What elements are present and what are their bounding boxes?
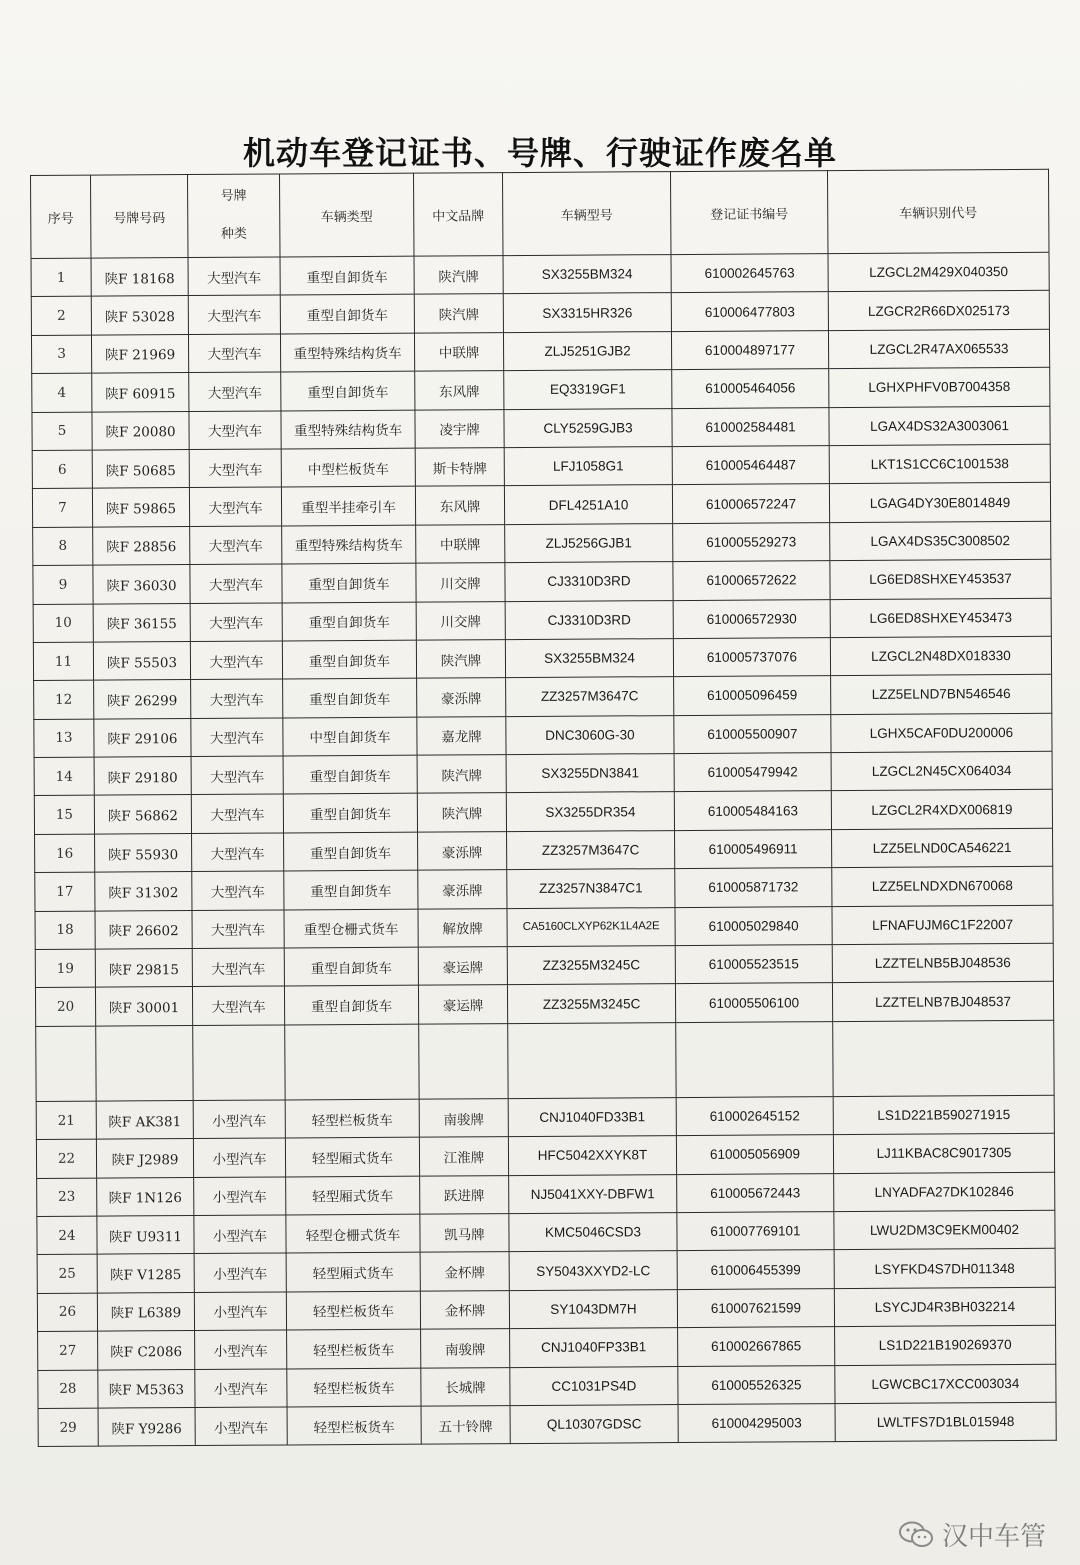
cell-model: CA5160CLXYP62K1L4A2E: [507, 907, 675, 946]
table-row: [38, 1325, 1056, 1370]
cell-category: 小型汽车: [194, 1253, 286, 1292]
cell-vehicle-type: 轻型栏板货车: [286, 1291, 420, 1330]
cell-cert-no: 610005506100: [675, 983, 832, 1022]
empty-cell: [285, 1024, 419, 1100]
table-spacer-row: [36, 1020, 1054, 1101]
table-row: [34, 713, 1052, 758]
cell-model: CJ3310D3RD: [505, 562, 673, 601]
cell-category: 大型汽车: [190, 564, 282, 603]
table-row: [37, 1287, 1055, 1332]
cell-category: 大型汽车: [191, 756, 283, 795]
cell-seq: 12: [34, 680, 94, 719]
cell-plate: 陕F 30001: [95, 987, 192, 1026]
cell-category: 大型汽车: [192, 986, 284, 1025]
cell-vehicle-type: 重型自卸货车: [284, 870, 418, 909]
cell-plate: 陕F 21969: [91, 334, 188, 373]
cell-cert-no: 610006477803: [671, 292, 828, 331]
cell-vehicle-type: 重型自卸货车: [283, 794, 417, 833]
cell-vehicle-type: 重型半挂牵引车: [281, 486, 415, 525]
table-row: [37, 1172, 1055, 1217]
cell-cert-no: 610005871732: [675, 868, 832, 907]
cell-seq: 13: [34, 719, 94, 758]
cell-brand: 中联牌: [414, 332, 503, 371]
cell-brand: 东风牌: [415, 486, 504, 525]
cell-brand: 陕汽牌: [414, 294, 503, 333]
cell-category: 大型汽车: [190, 526, 282, 565]
cell-category: 大型汽车: [188, 257, 280, 296]
cell-cert-no: 610005500907: [674, 714, 831, 753]
cell-vin: LG6ED8SHXEY453537: [830, 559, 1051, 599]
cell-model: CLY5259GJB3: [504, 408, 672, 447]
cell-model: SY5043XXYD2-LC: [509, 1251, 677, 1290]
cell-seq: 4: [32, 373, 92, 412]
cell-vehicle-type: 轻型栏板货车: [285, 1099, 419, 1138]
table-row: [37, 1210, 1055, 1255]
cell-model: SX3255DN3841: [506, 754, 674, 793]
cell-cert-no: 610006455399: [677, 1250, 834, 1289]
cell-vehicle-type: 重型自卸货车: [284, 947, 418, 986]
cell-category: 大型汽车: [190, 641, 282, 680]
cell-brand: 斯卡特牌: [415, 448, 504, 487]
cell-cert-no: 610005496911: [675, 829, 832, 868]
cell-brand: 跃进牌: [420, 1175, 509, 1214]
wechat-icon: [898, 1520, 934, 1550]
table-row: [32, 406, 1050, 451]
cell-vin: LGAX4DS32A3003061: [829, 406, 1050, 446]
cell-category: 大型汽车: [189, 449, 281, 488]
cell-brand: 江淮牌: [419, 1137, 508, 1176]
cell-vehicle-type: 重型自卸货车: [280, 295, 414, 334]
cell-seq: 9: [33, 565, 93, 604]
cell-vin: LGAX4DS35C3008502: [830, 521, 1051, 561]
cell-cert-no: 610005737076: [673, 638, 830, 677]
cell-seq: 7: [32, 488, 92, 527]
cell-plate: 陕F L6389: [97, 1292, 194, 1331]
cell-vin: LZGCL2R4XDX006819: [831, 790, 1052, 830]
cell-seq: 22: [36, 1139, 96, 1178]
cell-category: 小型汽车: [193, 1100, 285, 1139]
cell-plate: 陕F J2989: [96, 1139, 193, 1178]
cell-seq: 2: [31, 297, 91, 336]
cell-cert-no: 610007769101: [677, 1212, 834, 1251]
cell-vehicle-type: 轻型栏板货车: [287, 1368, 421, 1407]
table-row: [38, 1402, 1056, 1447]
cell-model: NJ5041XXY-DBFW1: [509, 1174, 677, 1213]
cell-cert-no: 610002645152: [676, 1096, 833, 1135]
cell-brand: 川交牌: [416, 601, 505, 640]
cell-cert-no: 610006572622: [673, 561, 830, 600]
cell-plate: 陕F 53028: [91, 296, 188, 335]
cell-plate: 陕F 29106: [94, 718, 191, 757]
cell-seq: 25: [37, 1254, 97, 1293]
cell-seq: 27: [38, 1331, 98, 1370]
table-row: [31, 252, 1049, 297]
cell-vin: LS1D221B590271915: [833, 1095, 1054, 1135]
cell-brand: 豪运牌: [418, 985, 507, 1024]
cell-vehicle-type: 中型栏板货车: [281, 448, 415, 487]
cell-cert-no: 610005529273: [673, 522, 830, 561]
empty-cell: [833, 1020, 1054, 1096]
table-row: [31, 329, 1049, 374]
cell-category: 大型汽车: [188, 295, 280, 334]
cell-brand: 金杯牌: [420, 1252, 509, 1291]
cell-category: 大型汽车: [189, 411, 281, 450]
cell-model: SX3315HR326: [503, 293, 671, 332]
cell-brand: 中联牌: [416, 524, 505, 563]
cell-cert-no: 610004295003: [678, 1404, 835, 1443]
cell-seq: 26: [37, 1293, 97, 1332]
cell-vehicle-type: 轻型厢式货车: [285, 1137, 419, 1176]
table-row: [33, 521, 1051, 566]
cell-vin: LSYCJD4R3BH032214: [834, 1287, 1055, 1327]
void-list-table: [30, 169, 1057, 1448]
cell-model: ZZ3255M3245C: [507, 946, 675, 985]
cell-seq: 15: [34, 796, 94, 835]
table-row: [35, 943, 1053, 988]
cell-cert-no: 610005029840: [675, 906, 832, 945]
header-brand: 中文品牌: [413, 173, 503, 257]
cell-seq: 29: [38, 1408, 98, 1447]
cell-vin: LWLTFS7D1BL015948: [835, 1402, 1056, 1442]
cell-cert-no: 610002645763: [671, 254, 828, 293]
cell-vin: LWU2DM3C9EKM00402: [834, 1210, 1055, 1250]
cell-plate: 陕F 26602: [95, 910, 192, 949]
cell-vin: LZGCR2R66DX025173: [828, 291, 1049, 331]
cell-brand: 陕汽牌: [414, 256, 503, 295]
cell-cert-no: 610007621599: [677, 1288, 834, 1327]
cell-brand: 金杯牌: [420, 1290, 509, 1329]
header-vehicle-type: 车辆类型: [279, 173, 414, 257]
cell-brand: 豪泺牌: [417, 678, 506, 717]
cell-seq: 24: [37, 1216, 97, 1255]
cell-model: CJ3310D3RD: [505, 600, 673, 639]
cell-category: 大型汽车: [188, 334, 280, 373]
cell-cert-no: 610002584481: [672, 407, 829, 446]
cell-cert-no: 610005526325: [678, 1365, 835, 1404]
table-row: [34, 790, 1052, 835]
empty-cell: [508, 1022, 676, 1098]
table-row: [34, 751, 1052, 796]
cell-seq: 17: [35, 872, 95, 911]
cell-category: 大型汽车: [192, 871, 284, 910]
header-seq: 序号: [31, 175, 92, 258]
cell-vehicle-type: 轻型仓栅式货车: [286, 1214, 420, 1253]
cell-brand: 陕汽牌: [417, 793, 506, 832]
cell-cert-no: 610006572930: [673, 599, 830, 638]
cell-seq: 23: [37, 1178, 97, 1217]
cell-category: 大型汽车: [191, 679, 283, 718]
empty-cell: [36, 1026, 96, 1101]
header-category-line2: 种类: [220, 226, 247, 242]
cell-brand: 豪运牌: [418, 947, 507, 986]
cell-plate: 陕F 60915: [92, 373, 189, 412]
cell-plate: 陕F 29815: [95, 949, 192, 988]
cell-brand: 南骏牌: [421, 1329, 510, 1368]
table-row: [36, 1133, 1054, 1178]
header-model: 车辆型号: [502, 172, 671, 256]
cell-category: 小型汽车: [194, 1177, 286, 1216]
cell-model: SX3255BM324: [505, 638, 673, 677]
cell-model: ZZ3257M3647C: [507, 830, 675, 869]
cell-model: SX3255BM324: [503, 255, 671, 294]
cell-brand: 凌宇牌: [415, 409, 504, 448]
cell-vehicle-type: 重型自卸货车: [284, 986, 418, 1025]
cell-model: CNJ1040FP33B1: [510, 1328, 678, 1367]
cell-seq: 21: [36, 1101, 96, 1140]
cell-plate: 陕F 50685: [92, 449, 189, 488]
cell-cert-no: 610006572247: [672, 484, 829, 523]
table-row: [35, 867, 1053, 912]
cell-seq: 14: [34, 757, 94, 796]
cell-category: 大型汽车: [189, 487, 281, 526]
table-row: [35, 905, 1053, 950]
cell-model: ZLJ5256GJB1: [505, 523, 673, 562]
cell-category: 小型汽车: [194, 1215, 286, 1254]
table-row: [33, 598, 1051, 643]
cell-seq: 5: [32, 412, 92, 451]
cell-vin: LJ11KBAC8C9017305: [833, 1133, 1054, 1173]
cell-seq: 16: [35, 834, 95, 873]
cell-plate: 陕F 28856: [93, 526, 190, 565]
cell-brand: 长城牌: [421, 1367, 510, 1406]
cell-category: 小型汽车: [193, 1138, 285, 1177]
cell-vehicle-type: 轻型栏板货车: [287, 1406, 421, 1445]
empty-cell: [193, 1025, 285, 1101]
cell-model: CC1031PS4D: [510, 1366, 678, 1405]
table-row: [36, 1095, 1054, 1140]
cell-brand: 陕汽牌: [416, 640, 505, 679]
cell-vehicle-type: 轻型栏板货车: [287, 1329, 421, 1368]
cell-vehicle-type: 中型自卸货车: [283, 717, 417, 756]
cell-category: 小型汽车: [195, 1407, 287, 1446]
cell-plate: 陕F 26299: [94, 680, 191, 719]
cell-plate: 陕F 36155: [93, 603, 190, 642]
cell-plate: 陕F 55503: [93, 641, 190, 680]
cell-model: DFL4251A10: [504, 485, 672, 524]
cell-vin: LZZ5ELND7BN546546: [831, 675, 1052, 715]
cell-seq: 10: [33, 604, 93, 643]
cell-plate: 陕F 56862: [94, 795, 191, 834]
table-row: [33, 559, 1051, 604]
cell-vin: LZZTELNB7BJ048537: [832, 982, 1053, 1022]
cell-brand: 豪泺牌: [418, 870, 507, 909]
cell-seq: 20: [35, 988, 95, 1027]
cell-seq: 19: [35, 949, 95, 988]
cell-seq: 28: [38, 1370, 98, 1409]
cell-cert-no: 610005523515: [675, 945, 832, 984]
cell-cert-no: 610002667865: [678, 1327, 835, 1366]
cell-brand: 陕汽牌: [417, 755, 506, 794]
cell-cert-no: 610004897177: [671, 330, 828, 369]
table-row: [35, 828, 1053, 873]
cell-vehicle-type: 重型自卸货车: [283, 755, 417, 794]
table-row: [38, 1364, 1056, 1409]
cell-vin: LGHX5CAF0DU200006: [831, 713, 1052, 753]
empty-cell: [419, 1023, 508, 1099]
cell-plate: 陕F 36030: [93, 565, 190, 604]
header-category: [188, 174, 281, 258]
cell-seq: 18: [35, 911, 95, 950]
table-row: [37, 1249, 1055, 1294]
cell-vehicle-type: 重型自卸货车: [282, 640, 416, 679]
cell-category: 大型汽车: [189, 372, 281, 411]
cell-vin: LZGCL2N45CX064034: [831, 751, 1052, 791]
cell-vehicle-type: 重型自卸货车: [280, 256, 414, 295]
table-row: [33, 636, 1051, 681]
cell-vehicle-type: 重型特殊结构货车: [282, 525, 416, 564]
cell-vehicle-type: 重型特殊结构货车: [280, 333, 414, 372]
cell-cert-no: 610005464487: [672, 446, 829, 485]
cell-vin: LZGCL2M429X040350: [828, 252, 1049, 292]
cell-plate: 陕F AK381: [96, 1100, 193, 1139]
cell-model: ZLJ5251GJB2: [503, 331, 671, 370]
cell-cert-no: 610005056909: [676, 1135, 833, 1174]
cell-cert-no: 610005096459: [674, 676, 831, 715]
cell-brand: 五十铃牌: [421, 1406, 510, 1445]
table-row: [31, 291, 1049, 336]
cell-category: 小型汽车: [195, 1369, 287, 1408]
header-plate: 号牌号码: [91, 175, 189, 259]
cell-plate: 陕F 31302: [95, 872, 192, 911]
table-body: [31, 252, 1056, 1447]
cell-brand: 豪泺牌: [418, 831, 507, 870]
watermark-text: 汉中车管: [941, 1522, 1046, 1552]
cell-vehicle-type: 重型自卸货车: [283, 678, 417, 717]
cell-plate: 陕F 55930: [95, 833, 192, 872]
cell-cert-no: 610005479942: [674, 753, 831, 792]
cell-plate: 陕F 20080: [92, 411, 189, 450]
cell-vin: LZZTELNB5BJ048536: [832, 943, 1053, 983]
cell-vin: LZZ5ELNDXDN670068: [832, 867, 1053, 907]
cell-model: SX3255DR354: [506, 792, 674, 831]
cell-vin: LGWCBC17XCC003034: [835, 1364, 1056, 1404]
cell-plate: 陕F Y9286: [98, 1407, 195, 1446]
cell-model: ZZ3255M3245C: [507, 984, 675, 1023]
table-row: [34, 675, 1052, 720]
cell-category: 大型汽车: [192, 948, 284, 987]
cell-category: 大型汽车: [191, 794, 283, 833]
table-header-row: [31, 169, 1049, 258]
cell-vin: LKT1S1CC6C1001538: [829, 444, 1050, 484]
table-row: [32, 444, 1050, 489]
cell-vin: LFNAFUJM6C1F22007: [832, 905, 1053, 945]
cell-vin: LZZ5ELND0CA546221: [832, 828, 1053, 868]
empty-cell: [676, 1021, 833, 1097]
cell-vehicle-type: 轻型厢式货车: [286, 1176, 420, 1215]
cell-vehicle-type: 重型自卸货车: [281, 371, 415, 410]
cell-plate: 陕F U9311: [97, 1216, 194, 1255]
cell-model: KMC5046CSD3: [509, 1213, 677, 1252]
cell-model: LFJ1058G1: [504, 447, 672, 486]
cell-category: 小型汽车: [195, 1330, 287, 1369]
cell-plate: 陕F 29180: [94, 757, 191, 796]
cell-vin: LGHXPHFV0B7004358: [829, 367, 1050, 407]
cell-vehicle-type: 重型自卸货车: [282, 563, 416, 602]
cell-category: 大型汽车: [192, 833, 284, 872]
cell-model: QL10307GDSC: [510, 1405, 678, 1444]
cell-plate: 陕F 18168: [91, 258, 188, 297]
account-watermark: [898, 1516, 1046, 1553]
cell-vehicle-type: 重型特殊结构货车: [281, 410, 415, 449]
cell-cert-no: 610005672443: [677, 1173, 834, 1212]
cell-seq: 3: [31, 335, 91, 374]
cell-vin: LNYADFA27DK102846: [834, 1172, 1055, 1212]
cell-model: CNJ1040FD33B1: [508, 1097, 676, 1136]
cell-brand: 东风牌: [415, 371, 504, 410]
cell-brand: 川交牌: [416, 563, 505, 602]
cell-brand: 南骏牌: [419, 1098, 508, 1137]
cell-model: SY1043DM7H: [509, 1289, 677, 1328]
cell-vehicle-type: 重型仓栅式货车: [284, 909, 418, 948]
cell-cert-no: 610005464056: [672, 369, 829, 408]
cell-vehicle-type: 重型自卸货车: [282, 602, 416, 641]
cell-vin: LZGCL2R47AX065533: [828, 329, 1049, 369]
table-row: [35, 982, 1053, 1027]
cell-brand: 嘉龙牌: [417, 716, 506, 755]
cell-vin: LSYFKD4S7DH011348: [834, 1249, 1055, 1289]
cell-model: EQ3319GF1: [504, 370, 672, 409]
cell-plate: 陕F 59865: [92, 488, 189, 527]
cell-vehicle-type: 轻型厢式货车: [286, 1253, 420, 1292]
cell-plate: 陕F V1285: [97, 1254, 194, 1293]
cell-plate: 陕F 1N126: [97, 1177, 194, 1216]
cell-seq: 1: [31, 258, 91, 297]
cell-vehicle-type: 重型自卸货车: [284, 832, 418, 871]
cell-vin: LGAG4DY30E8014849: [829, 483, 1050, 523]
document-title: 机动车登记证书、号牌、行驶证作废名单: [242, 134, 837, 172]
cell-seq: 8: [33, 527, 93, 566]
header-category-line1: 号牌: [220, 188, 247, 204]
table-row: [32, 483, 1050, 528]
cell-vin: LG6ED8SHXEY453473: [830, 598, 1051, 638]
cell-category: 大型汽车: [191, 718, 283, 757]
cell-cert-no: 610005484163: [674, 791, 831, 830]
cell-vin: LZGCL2N48DX018330: [830, 636, 1051, 676]
cell-plate: 陕F C2086: [98, 1331, 195, 1370]
cell-model: HFC5042XXYK8T: [508, 1136, 676, 1175]
cell-vin: LS1D221B190269370: [835, 1325, 1056, 1365]
cell-category: 大型汽车: [190, 602, 282, 641]
empty-cell: [96, 1025, 193, 1101]
cell-model: ZZ3257N3847C1: [507, 869, 675, 908]
cell-plate: 陕F M5363: [98, 1369, 195, 1408]
cell-brand: 凯马牌: [420, 1214, 509, 1253]
table-row: [32, 367, 1050, 412]
cell-seq: 11: [33, 642, 93, 681]
header-cert-no: 登记证书编号: [670, 171, 828, 255]
cell-category: 小型汽车: [194, 1292, 286, 1331]
cell-model: ZZ3257M3647C: [506, 677, 674, 716]
cell-model: DNC3060G-30: [506, 715, 674, 754]
cell-seq: 6: [32, 450, 92, 489]
header-vin: 车辆识别代号: [827, 169, 1049, 253]
cell-brand: 解放牌: [418, 908, 507, 947]
cell-category: 大型汽车: [192, 910, 284, 949]
